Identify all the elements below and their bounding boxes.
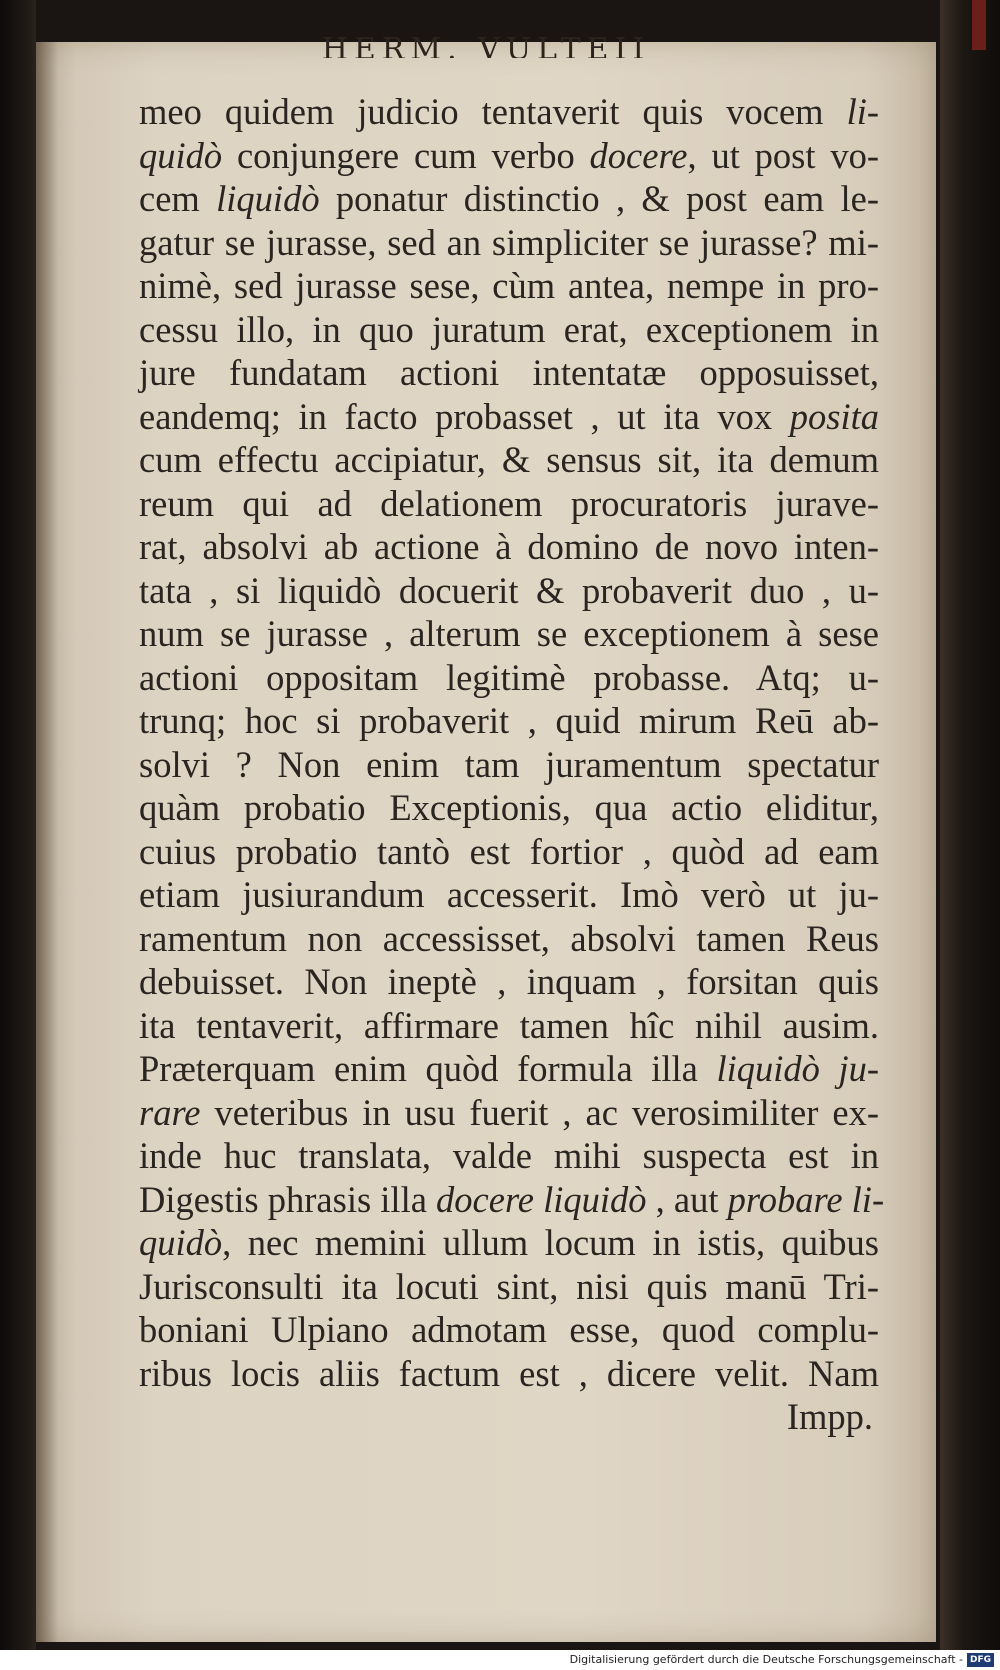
binding-shadow bbox=[0, 0, 36, 1650]
text-line bbox=[139, 1134, 879, 1178]
text-line bbox=[139, 1221, 879, 1265]
text-segment: etiam jusiurandum accesserit. Imò verò ut ju- bbox=[139, 874, 879, 915]
text-line bbox=[139, 830, 879, 874]
text-segment: ramentum non accessisset, absolvi tamen Reus bbox=[139, 917, 879, 959]
text-segment: meo quidem judicio tentaverit quis vocem bbox=[139, 91, 847, 132]
text-line bbox=[139, 1308, 879, 1352]
book-edge-marker bbox=[972, 0, 986, 50]
book-page bbox=[36, 32, 936, 1642]
italic-text: li- bbox=[846, 91, 879, 132]
text-segment: nimè, sed jurasse sese, cùm antea, nempe in pro- bbox=[139, 265, 879, 306]
italic-text: quidò bbox=[139, 1222, 223, 1263]
text-line bbox=[139, 264, 879, 308]
text-segment: cuius probatio tantò est fortior , quòd ad eam bbox=[139, 830, 879, 872]
text-segment: inde huc translata, valde mihi suspecta est in bbox=[139, 1135, 879, 1176]
text-line bbox=[139, 1265, 879, 1309]
text-line bbox=[139, 177, 879, 221]
body-text bbox=[139, 90, 885, 1439]
italic-text: posita bbox=[789, 395, 879, 437]
text-line bbox=[139, 917, 879, 961]
dfg-logo: DFG bbox=[967, 1653, 994, 1667]
text-segment: eandemq; in facto probasset , ut ita vox bbox=[139, 395, 790, 437]
footer-credit-bar bbox=[0, 1650, 1000, 1670]
text-segment: cem bbox=[139, 178, 217, 219]
text-line bbox=[139, 1091, 879, 1135]
text-line bbox=[139, 221, 879, 265]
text-segment: Præterquam enim quòd formula illa bbox=[139, 1048, 717, 1089]
text-segment: jure fundatam actioni intentatæ opposuisset, bbox=[139, 352, 879, 393]
text-segment: debuisset. Non ineptè , inquam , forsitan quis bbox=[139, 961, 879, 1002]
text-line bbox=[139, 1352, 879, 1396]
text-segment: cessu illo, in quo juratum erat, exceptionem in bbox=[139, 308, 879, 350]
text-line bbox=[139, 134, 879, 178]
text-line bbox=[139, 699, 879, 743]
text-segment: solvi ? Non enim tam juramentum spectatur bbox=[139, 743, 879, 785]
text-line bbox=[139, 1004, 879, 1048]
text-line bbox=[139, 308, 879, 352]
italic-text: quidò bbox=[139, 134, 223, 176]
italic-text: liquidò ju- bbox=[716, 1048, 879, 1089]
text-line bbox=[139, 1178, 885, 1222]
italic-text: probare li- bbox=[727, 1178, 885, 1220]
text-line bbox=[139, 482, 879, 526]
text-segment: trunq; hoc si probaverit , quid mirum Reū ab- bbox=[139, 700, 879, 741]
text-line bbox=[139, 743, 879, 787]
running-head: HERM. VULTEII bbox=[321, 32, 651, 58]
text-segment: , ut post vo- bbox=[687, 134, 879, 176]
text-line bbox=[139, 873, 879, 917]
text-segment: veteribus in usu fuerit , ac verosimiliter ex- bbox=[200, 1091, 879, 1133]
text-line bbox=[139, 656, 879, 700]
text-segment: gatur se jurasse, sed an simpliciter se jurasse? mi- bbox=[139, 221, 879, 263]
text-segment: tata , si liquidò docuerit & probaverit duo , u- bbox=[139, 569, 879, 611]
italic-text: liquidò bbox=[216, 178, 320, 219]
text-line bbox=[139, 395, 879, 439]
text-line bbox=[139, 351, 879, 395]
text-segment: ribus locis aliis factum est , dicere velit. Nam bbox=[139, 1352, 879, 1394]
text-line bbox=[139, 1047, 879, 1091]
text-segment: reum qui ad delationem procuratoris jurave- bbox=[139, 482, 879, 524]
text-segment: quàm probatio Exceptionis, qua actio eliditur, bbox=[139, 787, 879, 828]
text-line bbox=[139, 960, 879, 1004]
text-segment: , nec memini ullum locum in istis, quibus bbox=[222, 1222, 879, 1263]
text-segment: actioni oppositam legitimè probasse. Atq; u- bbox=[139, 656, 879, 698]
italic-text: docere bbox=[589, 134, 688, 176]
italic-text: docere liquidò bbox=[436, 1178, 647, 1220]
text-line bbox=[139, 438, 879, 482]
text-segment: ponatur distinctio , & post eam le- bbox=[319, 178, 879, 219]
text-line bbox=[139, 612, 879, 656]
text-segment: Digestis phrasis illa bbox=[139, 1178, 437, 1220]
text-segment: num se jurasse , alterum se exceptionem à sese bbox=[139, 613, 879, 654]
book-edge bbox=[940, 0, 1000, 1650]
text-line bbox=[139, 525, 879, 569]
text-segment: conjungere cum verbo bbox=[222, 134, 590, 176]
text-segment: , aut bbox=[646, 1178, 728, 1220]
text-segment: Jurisconsulti ita locuti sint, nisi quis manū Tri- bbox=[139, 1265, 879, 1307]
text-line bbox=[139, 90, 879, 134]
funding-credit: Digitalisierung gefördert durch die Deutsche Forschungsgemeinschaft - bbox=[569, 1653, 963, 1666]
text-line bbox=[139, 569, 879, 613]
text-segment: ita tentaverit, affirmare tamen hîc nihil ausim. bbox=[139, 1004, 879, 1046]
catchword: Impp. bbox=[786, 1396, 873, 1437]
italic-text: rare bbox=[139, 1091, 201, 1133]
text-line bbox=[139, 786, 879, 830]
text-segment: cum effectu accipiatur, & sensus sit, ita demum bbox=[139, 439, 879, 480]
text-segment: boniani Ulpiano admotam esse, quod complu- bbox=[139, 1309, 879, 1350]
text-segment: rat, absolvi ab actione à domino de novo inten- bbox=[139, 526, 879, 567]
